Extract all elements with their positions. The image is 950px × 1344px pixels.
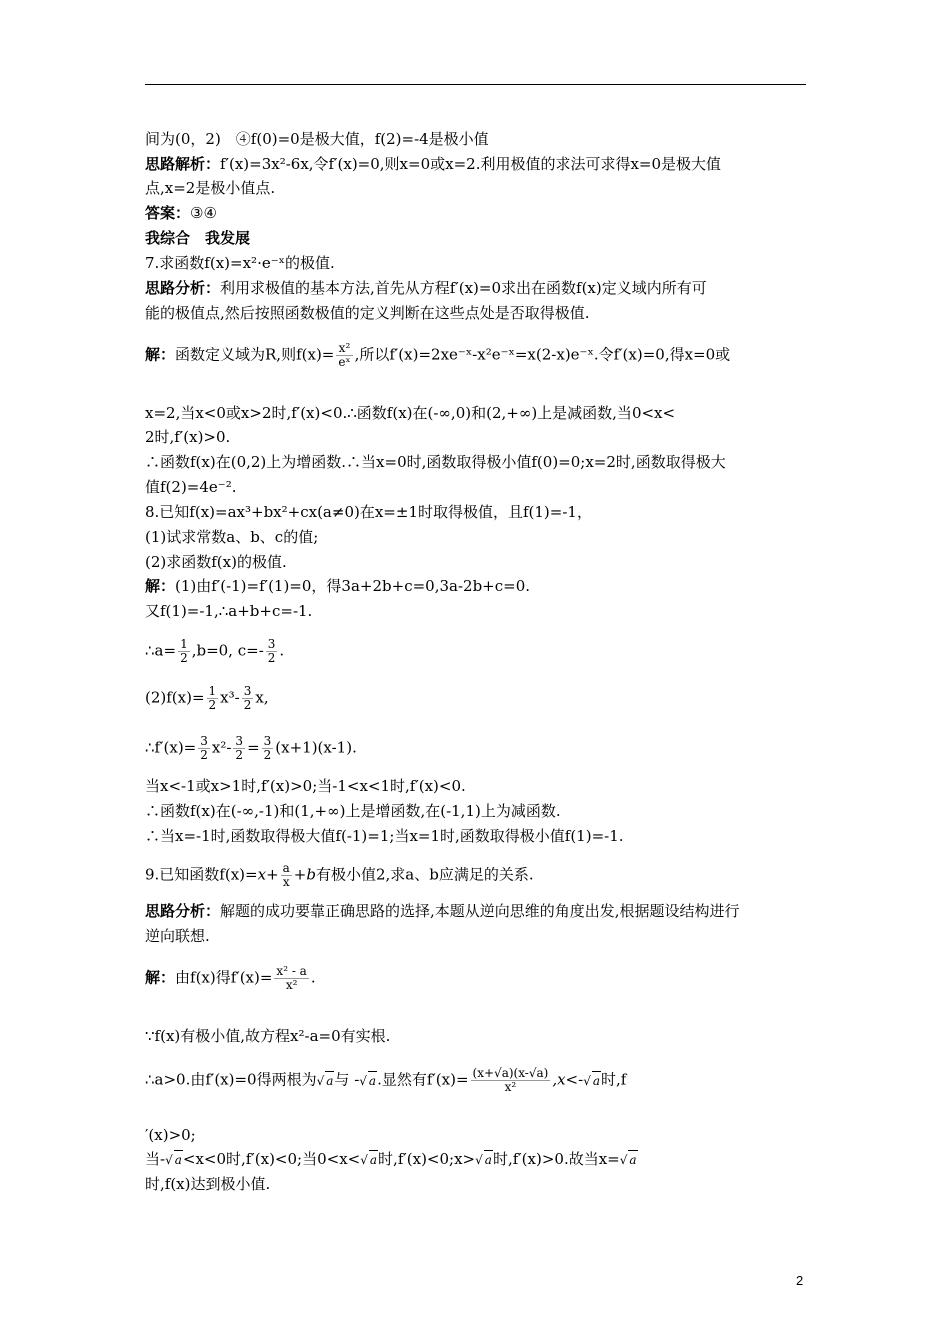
text-line xyxy=(145,130,806,148)
text-line xyxy=(145,342,806,369)
text-line xyxy=(145,404,806,422)
text-line xyxy=(145,553,806,571)
text-line xyxy=(145,1027,806,1045)
text-run: <x<0时,f′(x)<0;当0<x< xyxy=(182,1150,361,1168)
text-run: 7.求函数f(x)=x²·e⁻ˣ的极值. xyxy=(145,254,335,272)
bold-label: 答案： xyxy=(145,204,191,222)
fraction xyxy=(178,638,190,665)
fraction-denominator: x² xyxy=(471,1080,551,1094)
text-line xyxy=(145,1126,806,1144)
fraction-denominator: eˣ xyxy=(338,355,351,369)
fraction-denominator: x xyxy=(281,875,292,889)
text-run: x=2,当x<0或x>2时,f′(x)<0.∴函数f(x)在(-∞,0)和(2,+∞)上是减函数,当0<x< xyxy=(145,404,676,422)
fraction xyxy=(242,685,254,712)
text-run: . xyxy=(310,968,316,987)
text-run: 解题的成功要靠正确思路的选择,本题从逆向思维的角度出发,根据题设结构进行 xyxy=(220,902,740,920)
text-line xyxy=(145,802,806,820)
fraction-denominator: 2 xyxy=(235,748,244,762)
text-run: ∴函数f(x)在(0,2)上为增函数.∴当x=0时,函数取得极小值f(0)=0;x=2时,函数取得极大 xyxy=(145,453,726,471)
text-line xyxy=(145,179,806,197)
text-line xyxy=(145,965,806,992)
text-run: 9.已知函数f(x)= xyxy=(145,865,258,884)
text-run: x, xyxy=(255,688,269,707)
fraction-numerator: 1 xyxy=(180,637,188,651)
fraction xyxy=(233,735,245,762)
fraction-denominator: x² xyxy=(274,978,308,992)
sqrt-radicand: a xyxy=(628,1150,637,1169)
text-run: (2)求函数f(x)的极值. xyxy=(145,553,287,571)
fraction-numerator: 3 xyxy=(267,637,276,651)
text-line xyxy=(145,503,806,521)
fraction xyxy=(266,638,278,665)
bold-label: 我综合 我发展 xyxy=(145,229,251,247)
text-run: . xyxy=(279,641,285,660)
text-line xyxy=(145,902,806,920)
text-run: (1)由f′(-1)=f′(1)=0，得3a+2b+c=0,3a-2b+c=0. xyxy=(175,577,531,595)
fraction-numerator: a xyxy=(282,861,290,875)
text-run: 2时,f′(x)>0. xyxy=(145,428,231,446)
fraction xyxy=(198,735,210,762)
text-run: ∵f(x)有极小值,故方程x²-a=0有实根. xyxy=(145,1027,391,1045)
fraction-numerator: 3 xyxy=(263,734,272,748)
sqrt-radicand: a xyxy=(368,1071,377,1090)
fraction-numerator: 3 xyxy=(243,684,252,698)
fraction-denominator: 2 xyxy=(243,698,252,712)
text-run: ,所以f′(x)=2xe⁻ˣ-x²e⁻ˣ=x(2-x)e⁻ˣ.令f′(x)=0,得x=0或 xyxy=(354,345,731,364)
text-line xyxy=(145,1150,806,1169)
text-run: 时,f′(x)<0;x> xyxy=(378,1150,476,1168)
text-line xyxy=(145,862,806,889)
text-run: x²- xyxy=(211,738,232,757)
sqrt-radicand: a xyxy=(174,1150,183,1169)
text-run: 当- xyxy=(145,1150,166,1168)
text-run: ,b=0, c=- xyxy=(191,641,264,660)
bold-label: 解： xyxy=(145,577,176,595)
text-run: ,x<- xyxy=(552,1070,584,1089)
sqrt-expression: √ a xyxy=(359,1074,377,1088)
text-line xyxy=(145,1175,806,1193)
text-run: ′(x)>0; xyxy=(145,1126,196,1144)
text-run: 8.已知f(x)=ax³+bx²+cx(a≠0)在x=±1时取得极值，且f(1)=-1， xyxy=(145,503,592,521)
fraction xyxy=(274,965,308,992)
text-run: 时,f(x)达到极小值. xyxy=(145,1175,271,1193)
text-line xyxy=(145,638,806,665)
bold-label: 思路解析： xyxy=(145,155,221,173)
sqrt-expression: √ a xyxy=(475,1153,493,1167)
fraction xyxy=(262,735,274,762)
text-run: 间为(0，2) ④f(0)=0是极大值，f(2)=-4是极小值 xyxy=(145,130,489,148)
text-run: ∴a>0.由f′(x)=0得两根为 xyxy=(145,1070,317,1089)
text-line xyxy=(145,204,806,222)
text-run: 与 - xyxy=(334,1070,360,1089)
text-run: = xyxy=(247,738,260,757)
text-run: ③④ xyxy=(190,204,217,222)
text-run: 又f(1)=-1,∴a+b+c=-1. xyxy=(145,602,313,620)
text-run: x³- xyxy=(220,688,240,707)
sqrt-expression: √ a xyxy=(165,1153,183,1167)
text-run: ∴f′(x)= xyxy=(145,738,197,757)
sqrt-expression: √ a xyxy=(360,1153,378,1167)
text-run: .显然有f′(x)= xyxy=(377,1070,469,1089)
fraction-numerator: 3 xyxy=(235,734,244,748)
fraction-denominator: 2 xyxy=(200,748,208,762)
header-rule xyxy=(145,84,806,85)
text-line xyxy=(145,155,806,173)
fraction xyxy=(471,1067,551,1094)
text-run: 逆向联想. xyxy=(145,927,210,945)
text-line xyxy=(145,827,806,845)
text-line xyxy=(145,254,806,272)
fraction-numerator: (x+√a)(x-√a) xyxy=(472,1066,549,1080)
fraction xyxy=(336,342,352,369)
bold-label: 思路分析： xyxy=(145,902,221,920)
sqrt-expression: √ a xyxy=(317,1074,335,1088)
bold-label: 解： xyxy=(145,968,176,987)
fraction xyxy=(281,862,292,889)
text-run: 值f(2)=4e⁻². xyxy=(145,478,237,496)
text-run: ∴a= xyxy=(145,641,177,660)
text-line xyxy=(145,927,806,945)
text-run: ∴当x=-1时,函数取得极大值f(-1)=1;当x=1时,函数取得极小值f(1)=-1. xyxy=(145,827,624,845)
text-line xyxy=(145,777,806,795)
text-run: (2)f(x)= xyxy=(145,688,205,707)
text-line xyxy=(145,229,806,247)
sqrt-radicand: a xyxy=(325,1071,334,1090)
text-line xyxy=(145,304,806,322)
text-run: 有极小值2,求a、b应满足的关系. xyxy=(315,865,534,884)
text-run: f′(x)=3x²-6x,令f′(x)=0,则x=0或x=2.利用极值的求法可求得x=0是极大值 xyxy=(220,155,722,173)
fraction-denominator: 2 xyxy=(208,698,217,712)
text-line xyxy=(145,453,806,471)
text-line xyxy=(145,577,806,595)
text-line xyxy=(145,735,806,762)
fraction-numerator: 1 xyxy=(208,684,217,698)
text-run: +b xyxy=(293,865,316,884)
text-line xyxy=(145,478,806,496)
text-run: 时,f xyxy=(601,1070,627,1089)
text-run: 利用求极值的基本方法,首先从方程f′(x)=0求出在函数f(x)定义域内所有可 xyxy=(220,279,707,297)
fraction-numerator: x² - a xyxy=(276,964,307,978)
text-line xyxy=(145,602,806,620)
fraction-denominator: 2 xyxy=(180,651,188,665)
sqrt-expression: √ a xyxy=(583,1074,601,1088)
text-line xyxy=(145,528,806,546)
sqrt-radicand: a xyxy=(484,1150,493,1169)
fraction-numerator: x² xyxy=(338,341,351,355)
fraction xyxy=(207,685,219,712)
text-line xyxy=(145,1067,806,1094)
text-run: 由f(x)得f′(x)= xyxy=(175,968,273,987)
text-line xyxy=(145,279,806,297)
page-number: 2 xyxy=(796,1273,804,1288)
text-run: 当x<-1或x>1时,f′(x)>0;当-1<x<1时,f′(x)<0. xyxy=(145,777,466,795)
fraction-numerator: 3 xyxy=(200,734,208,748)
text-run: (1)试求常数a、b、c的值; xyxy=(145,528,319,546)
text-run: 点,x=2是极小值点. xyxy=(145,179,276,197)
text-run: 能的极值点,然后按照函数极值的定义判断在这些点处是否取得极值. xyxy=(145,304,590,322)
text-line xyxy=(145,428,806,446)
text-run: 函数定义域为R,则f(x)= xyxy=(175,345,335,364)
sqrt-radicand: a xyxy=(369,1150,378,1169)
bold-label: 解： xyxy=(145,345,176,364)
text-run: ∴函数f(x)在(-∞,-1)和(1,+∞)上是增函数,在(-1,1)上为减函数. xyxy=(145,802,561,820)
bold-label: 思路分析： xyxy=(145,279,221,297)
fraction-denominator: 2 xyxy=(267,651,276,665)
text-run: x+ xyxy=(257,865,279,884)
text-line xyxy=(145,685,806,712)
text-run: 时,f′(x)>0.故当x= xyxy=(492,1150,620,1168)
fraction-denominator: 2 xyxy=(263,748,272,762)
text-run: (x+1)(x-1). xyxy=(275,738,357,757)
sqrt-expression: √ a xyxy=(620,1153,638,1167)
sqrt-radicand: a xyxy=(592,1071,601,1090)
